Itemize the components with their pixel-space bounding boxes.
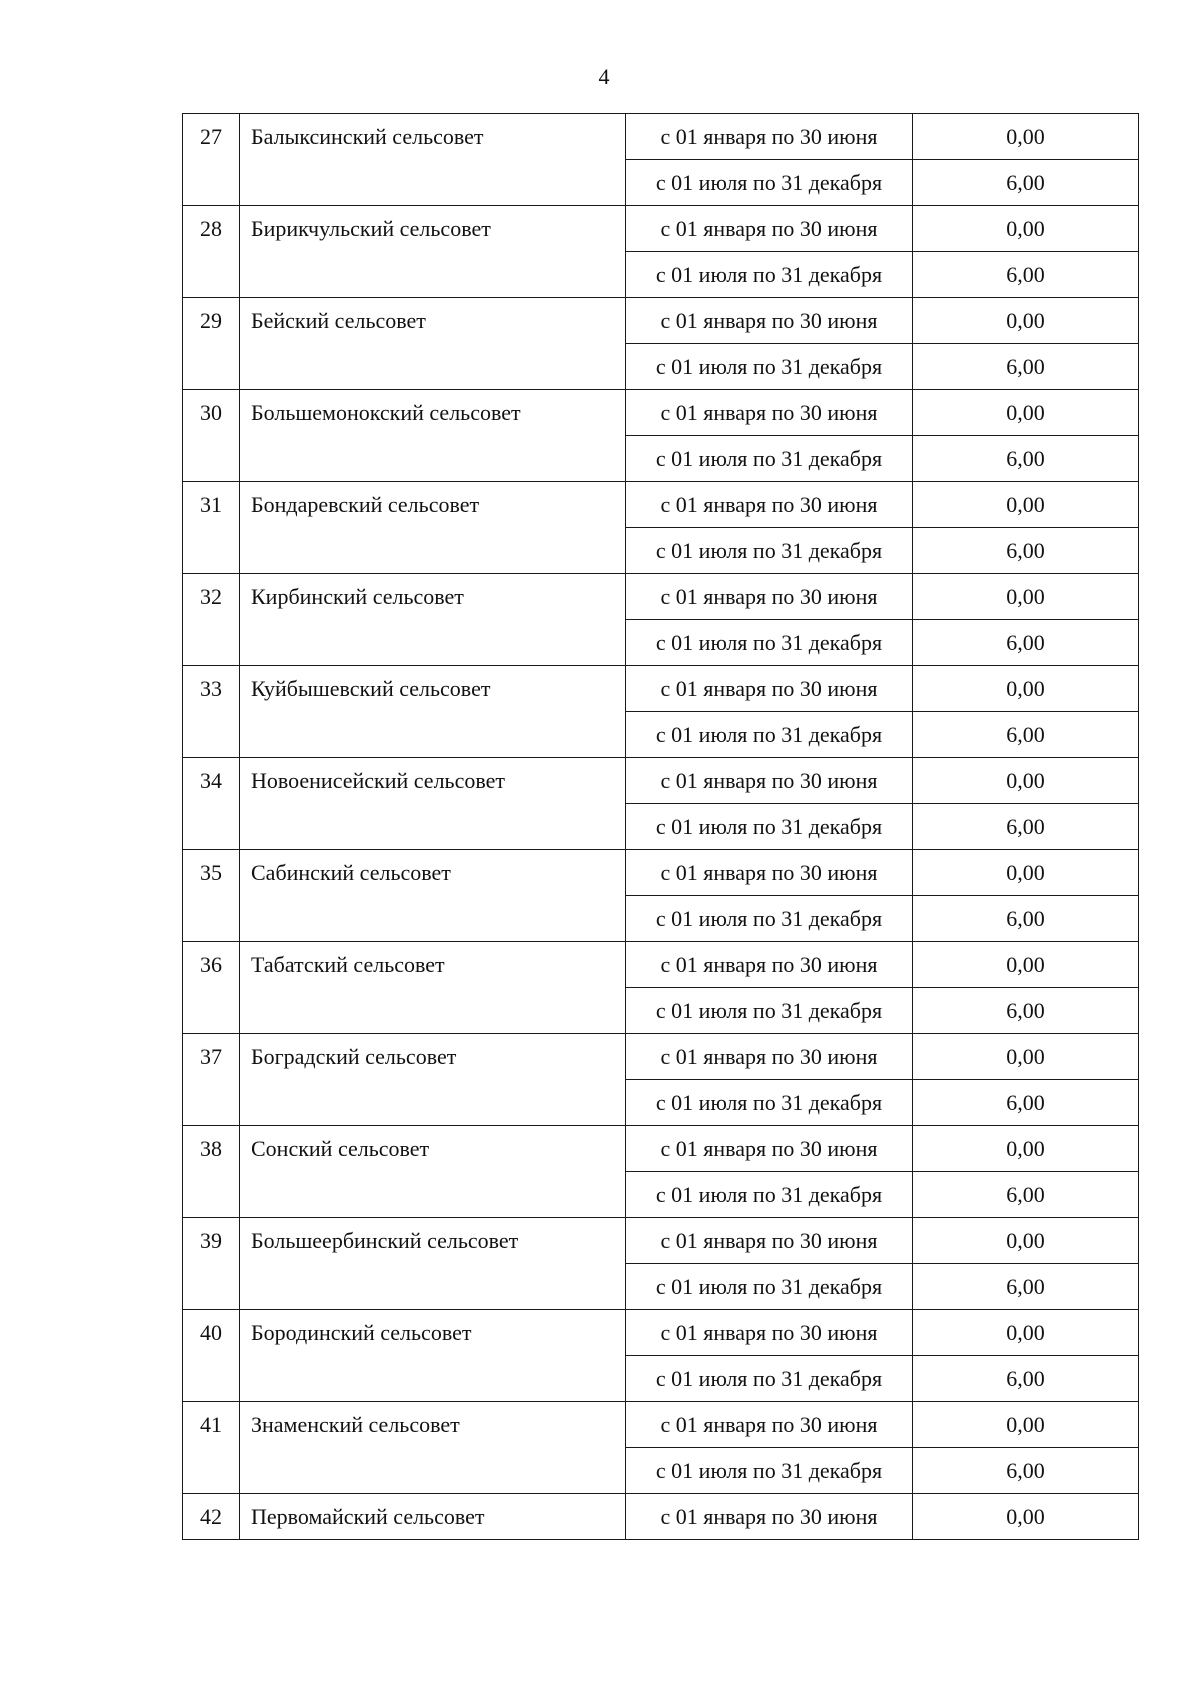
period-cell: с 01 января по 30 июня [626,942,913,988]
period-cell: с 01 января по 30 июня [626,206,913,252]
settlement-name-cell: Бородинский сельсовет [240,1310,626,1402]
period-cell: с 01 июля по 31 декабря [626,252,913,298]
rate-cell: 6,00 [913,620,1139,666]
settlement-name-cell: Бейский сельсовет [240,298,626,390]
period-cell: с 01 января по 30 июня [626,758,913,804]
table-row [183,1310,1139,1356]
rate-cell: 0,00 [913,666,1139,712]
settlement-name-cell: Знаменский сельсовет [240,1402,626,1494]
period-cell: с 01 июля по 31 декабря [626,344,913,390]
row-number-cell: 30 [183,390,240,482]
row-number-cell: 27 [183,114,240,206]
row-number-cell: 35 [183,850,240,942]
period-cell: с 01 июля по 31 декабря [626,712,913,758]
table-row [183,114,1139,160]
period-cell: с 01 января по 30 июня [626,574,913,620]
period-cell: с 01 января по 30 июня [626,390,913,436]
table-row [183,1494,1139,1540]
rate-cell: 0,00 [913,574,1139,620]
rate-cell: 6,00 [913,988,1139,1034]
period-cell: с 01 января по 30 июня [626,114,913,160]
period-cell: с 01 января по 30 июня [626,1310,913,1356]
rate-cell: 0,00 [913,390,1139,436]
period-cell: с 01 июля по 31 декабря [626,896,913,942]
rate-cell: 6,00 [913,1264,1139,1310]
settlement-name-cell: Бирикчульский сельсовет [240,206,626,298]
period-cell: с 01 июля по 31 декабря [626,1172,913,1218]
row-number-cell: 28 [183,206,240,298]
row-number-cell: 37 [183,1034,240,1126]
rate-cell: 6,00 [913,160,1139,206]
settlement-name-cell: Сабинский сельсовет [240,850,626,942]
row-number-cell: 33 [183,666,240,758]
rates-table [182,113,1139,1540]
period-cell: с 01 июля по 31 декабря [626,1448,913,1494]
period-cell: с 01 января по 30 июня [626,850,913,896]
settlement-name-cell: Бондаревский сельсовет [240,482,626,574]
row-number-cell: 42 [183,1494,240,1540]
rate-cell: 0,00 [913,1126,1139,1172]
period-cell: с 01 июля по 31 декабря [626,1080,913,1126]
row-number-cell: 41 [183,1402,240,1494]
table-row [183,1034,1139,1080]
table-row [183,850,1139,896]
period-cell: с 01 января по 30 июня [626,1126,913,1172]
row-number-cell: 34 [183,758,240,850]
table-row [183,758,1139,804]
settlement-name-cell: Боградский сельсовет [240,1034,626,1126]
row-number-cell: 32 [183,574,240,666]
rate-cell: 6,00 [913,436,1139,482]
settlement-name-cell: Табатский сельсовет [240,942,626,1034]
period-cell: с 01 января по 30 июня [626,666,913,712]
settlement-name-cell: Куйбышевский сельсовет [240,666,626,758]
table-row [183,942,1139,988]
row-number-cell: 36 [183,942,240,1034]
row-number-cell: 40 [183,1310,240,1402]
period-cell: с 01 января по 30 июня [626,1494,913,1540]
table-row [183,390,1139,436]
rate-cell: 6,00 [913,528,1139,574]
rate-cell: 6,00 [913,344,1139,390]
rate-cell: 6,00 [913,1356,1139,1402]
rate-cell: 0,00 [913,758,1139,804]
rate-cell: 0,00 [913,482,1139,528]
rate-cell: 0,00 [913,114,1139,160]
rate-cell: 0,00 [913,1218,1139,1264]
rate-cell: 6,00 [913,1172,1139,1218]
rate-cell: 0,00 [913,206,1139,252]
row-number-cell: 38 [183,1126,240,1218]
row-number-cell: 31 [183,482,240,574]
table-row [183,206,1139,252]
period-cell: с 01 июля по 31 декабря [626,988,913,1034]
table-row [183,1218,1139,1264]
rate-cell: 0,00 [913,850,1139,896]
rate-cell: 0,00 [913,942,1139,988]
period-cell: с 01 июля по 31 декабря [626,1356,913,1402]
period-cell: с 01 июля по 31 декабря [626,1264,913,1310]
rate-cell: 0,00 [913,1494,1139,1540]
settlement-name-cell: Балыксинский сельсовет [240,114,626,206]
period-cell: с 01 января по 30 июня [626,1034,913,1080]
period-cell: с 01 июля по 31 декабря [626,620,913,666]
rates-table-body [183,114,1139,1540]
period-cell: с 01 января по 30 июня [626,298,913,344]
table-row [183,1402,1139,1448]
table-row [183,574,1139,620]
row-number-cell: 39 [183,1218,240,1310]
rate-cell: 6,00 [913,896,1139,942]
rate-cell: 6,00 [913,1080,1139,1126]
settlement-name-cell: Большеербинский сельсовет [240,1218,626,1310]
settlement-name-cell: Большемонокский сельсовет [240,390,626,482]
period-cell: с 01 января по 30 июня [626,1218,913,1264]
table-row [183,298,1139,344]
table-row [183,666,1139,712]
rate-cell: 6,00 [913,712,1139,758]
period-cell: с 01 июля по 31 декабря [626,160,913,206]
settlement-name-cell: Сонский сельсовет [240,1126,626,1218]
period-cell: с 01 января по 30 июня [626,482,913,528]
settlement-name-cell: Кирбинский сельсовет [240,574,626,666]
table-row [183,482,1139,528]
rate-cell: 0,00 [913,298,1139,344]
table-row [183,1126,1139,1172]
rate-cell: 0,00 [913,1034,1139,1080]
rate-cell: 0,00 [913,1310,1139,1356]
period-cell: с 01 января по 30 июня [626,1402,913,1448]
page-number: 4 [598,64,610,89]
settlement-name-cell: Новоенисейский сельсовет [240,758,626,850]
rate-cell: 6,00 [913,804,1139,850]
period-cell: с 01 июля по 31 декабря [626,436,913,482]
row-number-cell: 29 [183,298,240,390]
rate-cell: 6,00 [913,252,1139,298]
rate-cell: 0,00 [913,1402,1139,1448]
settlement-name-cell: Первомайский сельсовет [240,1494,626,1540]
period-cell: с 01 июля по 31 декабря [626,528,913,574]
period-cell: с 01 июля по 31 декабря [626,804,913,850]
rate-cell: 6,00 [913,1448,1139,1494]
